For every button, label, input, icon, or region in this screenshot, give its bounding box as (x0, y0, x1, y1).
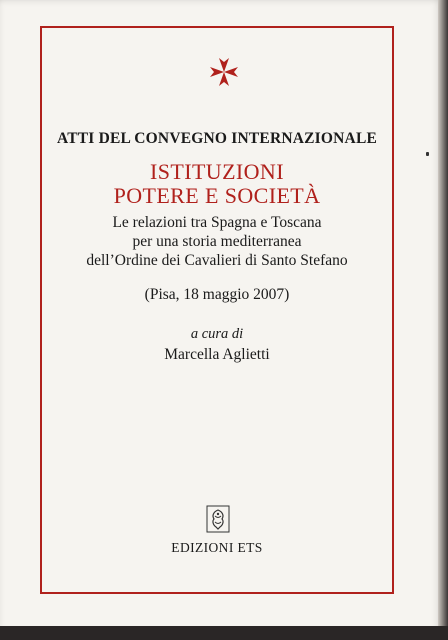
background-bottom (0, 626, 448, 640)
book-title-line-1: ISTITUZIONI (150, 159, 284, 184)
conference-date: (Pisa, 18 maggio 2007) (144, 286, 290, 303)
scan-speck (426, 152, 429, 156)
subtitle-line-3: dell’Ordine dei Cavalieri di Santo Stefano (86, 252, 348, 269)
publisher-emblem-icon (205, 504, 231, 534)
proceedings-label: ATTI DEL CONVEGNO INTERNAZIONALE (56, 130, 378, 147)
editor-label: a cura di (190, 326, 244, 342)
subtitle-line-1: Le relazioni tra Spagna e Toscana (112, 214, 322, 231)
publisher-name: EDIZIONI ETS (171, 540, 263, 555)
editor-name: Marcella Aglietti (164, 346, 270, 363)
subtitle-line-2: per una storia mediterranea (132, 233, 302, 250)
cover-edge-shadow (438, 0, 448, 640)
book-title-line-2: POTERE E SOCIETÀ (113, 183, 321, 208)
maltese-cross-icon (209, 57, 239, 87)
